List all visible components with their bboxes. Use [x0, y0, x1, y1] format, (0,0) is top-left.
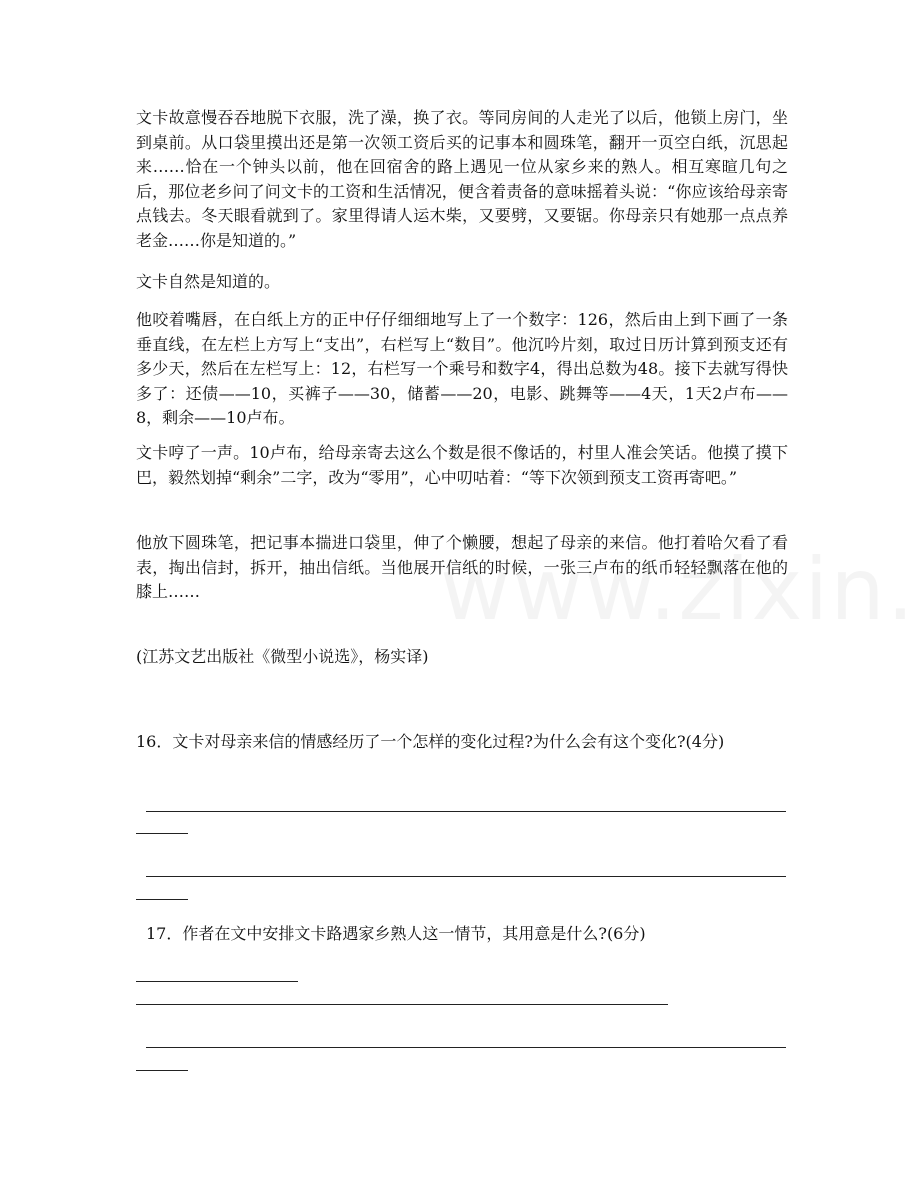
answer-line-q17-1[interactable] — [136, 981, 298, 982]
answer-line-q17-3a[interactable] — [146, 1047, 786, 1048]
passage-paragraph-5: 他放下圆珠笔，把记事本揣进口袋里，伸了个懒腰，想起了母亲的来信。他打着哈欠看了看表，掏出信封，拆开，抽出信纸。当他展开信纸的时候，一张三卢布的纸币轻轻飘落在他的膝上…… — [136, 533, 788, 601]
answer-line-q17-3b[interactable] — [136, 1070, 188, 1071]
passage-paragraph-1: 文卡故意慢吞吞地脱下衣服，洗了澡，换了衣。等同房间的人走光了以后，他锁上房门，坐到桌前。从口袋里摸出还是第一次领工资后买的记事本和圆珠笔，翻开一页空白纸，沉思起来……恰在一个钟头以前，他在回宿舍的路上遇见一位从家乡来的熟人。相互寒暄几句之后，那位老乡问了问文卡的工资和生活情况，便含着责备的意味摇着头说：“你应该给母亲寄点钱去。冬天眼看就到了。家里得请人运木柴，又要劈，又要锯。你母亲只有她那一点点养老金……你是知道的。” — [136, 108, 788, 250]
passage-source: (江苏文艺出版社《微型小说选》，杨实译) — [136, 647, 429, 666]
answer-line-q16-2b[interactable] — [136, 899, 188, 900]
question-16: 16．文卡对母亲来信的情感经历了一个怎样的变化过程?为什么会有这个变化?(4分) — [136, 732, 725, 751]
answer-line-q16-2a[interactable] — [146, 876, 786, 877]
answer-line-q16-1b[interactable] — [136, 833, 188, 834]
answer-line-q16-1a[interactable] — [146, 811, 786, 812]
passage-paragraph-4: 文卡哼了一声。10卢布，给母亲寄去这么个数是很不像话的，村里人准会笑话。他摸了摸下巴，毅然划掉“剩余”二字，改为“零用”，心中叨咕着：“等下次领到预支工资再寄吧。” — [136, 443, 788, 487]
passage-paragraph-3: 他咬着嘴唇，在白纸上方的正中仔仔细细地写上了一个数字：126，然后由上到下画了一条垂直线，在左栏上方写上“支出”，右栏写上“数目”。他沉吟片刻，取过日历计算到预支还有多少天，然后在左栏写上：12，右栏写一个乘号和数字4，得出总数为48。接下去就写得快多了：还债——10，买裤子——30，储蓄——20，电影、跳舞等——4天，1天2卢布——8，剩余——10卢布。 — [136, 310, 788, 427]
passage-paragraph-2: 文卡自然是知道的。 — [136, 272, 281, 291]
answer-line-q17-2[interactable] — [136, 1004, 668, 1005]
question-17: 17．作者在文中安排文卡路遇家乡熟人这一情节，其用意是什么?(6分) — [146, 924, 646, 943]
